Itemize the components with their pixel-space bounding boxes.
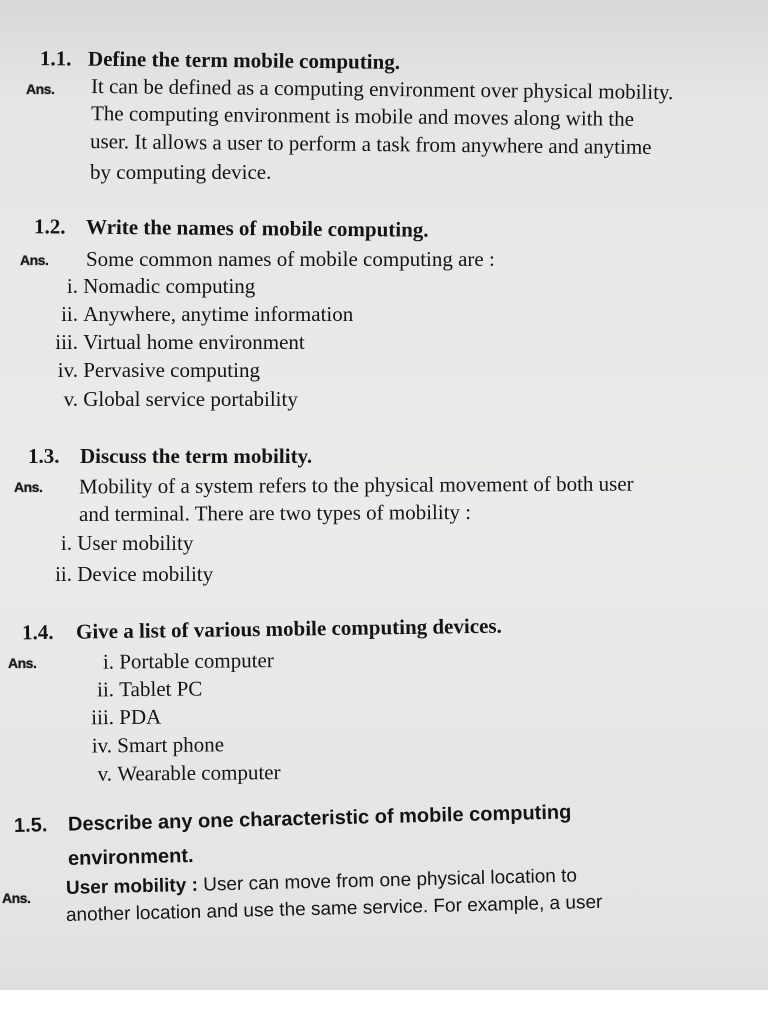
list-item: iii. PDA [91, 704, 162, 730]
question-1-5-heading [14, 799, 572, 839]
question-title: Discuss the term mobility. [80, 444, 313, 468]
answer-text: User can move from one physical location to [202, 865, 578, 896]
list-item: i. Portable computer [102, 648, 274, 674]
question-title: Write the names of mobile computing. [85, 214, 429, 242]
question-1-3-heading [28, 443, 312, 469]
list-item: v. Wearable computer [97, 760, 281, 786]
answer-line: Mobility of a system refers to the physical movement of both user [78, 471, 634, 499]
list-item: iv. Pervasive computing [57, 358, 260, 382]
question-title: Define the term mobile computing. [87, 46, 401, 74]
answer-line: It can be defined as a computing environment over physical mobility. [90, 73, 674, 105]
answer-label: Ans. [20, 252, 49, 268]
answer-line: user. It allows a user to perform a task from anywhere and anytime [89, 129, 652, 159]
answer-line: by computing device. [90, 160, 272, 184]
answer-label: Ans. [2, 890, 31, 906]
answer-term: User mobility : [65, 874, 199, 899]
list-item: iii. Virtual home environment [55, 330, 305, 354]
question-1-2-heading [34, 213, 429, 242]
question-number: 1.1. [39, 46, 72, 71]
answer-line: and terminal. There are two types of mobility : [78, 499, 472, 527]
list-item: ii. Anywhere, anytime information [61, 302, 354, 326]
list-item: i. Nomadic computing [66, 274, 256, 298]
question-1-4-heading [22, 613, 502, 646]
question-number: 1.4. [21, 619, 54, 645]
question-title-continued: environment. [67, 844, 194, 870]
question-title: Give a list of various mobile computing devices. [75, 613, 502, 644]
answer-line: The computing environment is mobile and moves along with the [90, 101, 635, 131]
answer-label: Ans. [8, 655, 37, 671]
question-number: 1.2. [33, 214, 66, 239]
question-number: 1.3. [28, 444, 60, 468]
list-item: ii. Device mobility [55, 562, 214, 586]
list-item: iv. Smart phone [91, 732, 225, 758]
answer-label: Ans. [14, 479, 43, 495]
list-item: i. User mobility [60, 531, 194, 555]
answer-intro: Some common names of mobile computing are : [86, 247, 495, 271]
list-item: ii. Tablet PC [96, 676, 203, 702]
answer-line: another location and use the same service. For example, a user [65, 891, 603, 926]
list-item: v. Global service portability [63, 387, 298, 411]
page-bottom-margin [0, 990, 768, 1024]
question-number: 1.5. [13, 814, 48, 837]
question-1-1-heading [40, 45, 400, 75]
answer-label: Ans. [26, 81, 55, 97]
question-title: Describe any one characteristic of mobile computing [67, 801, 572, 836]
